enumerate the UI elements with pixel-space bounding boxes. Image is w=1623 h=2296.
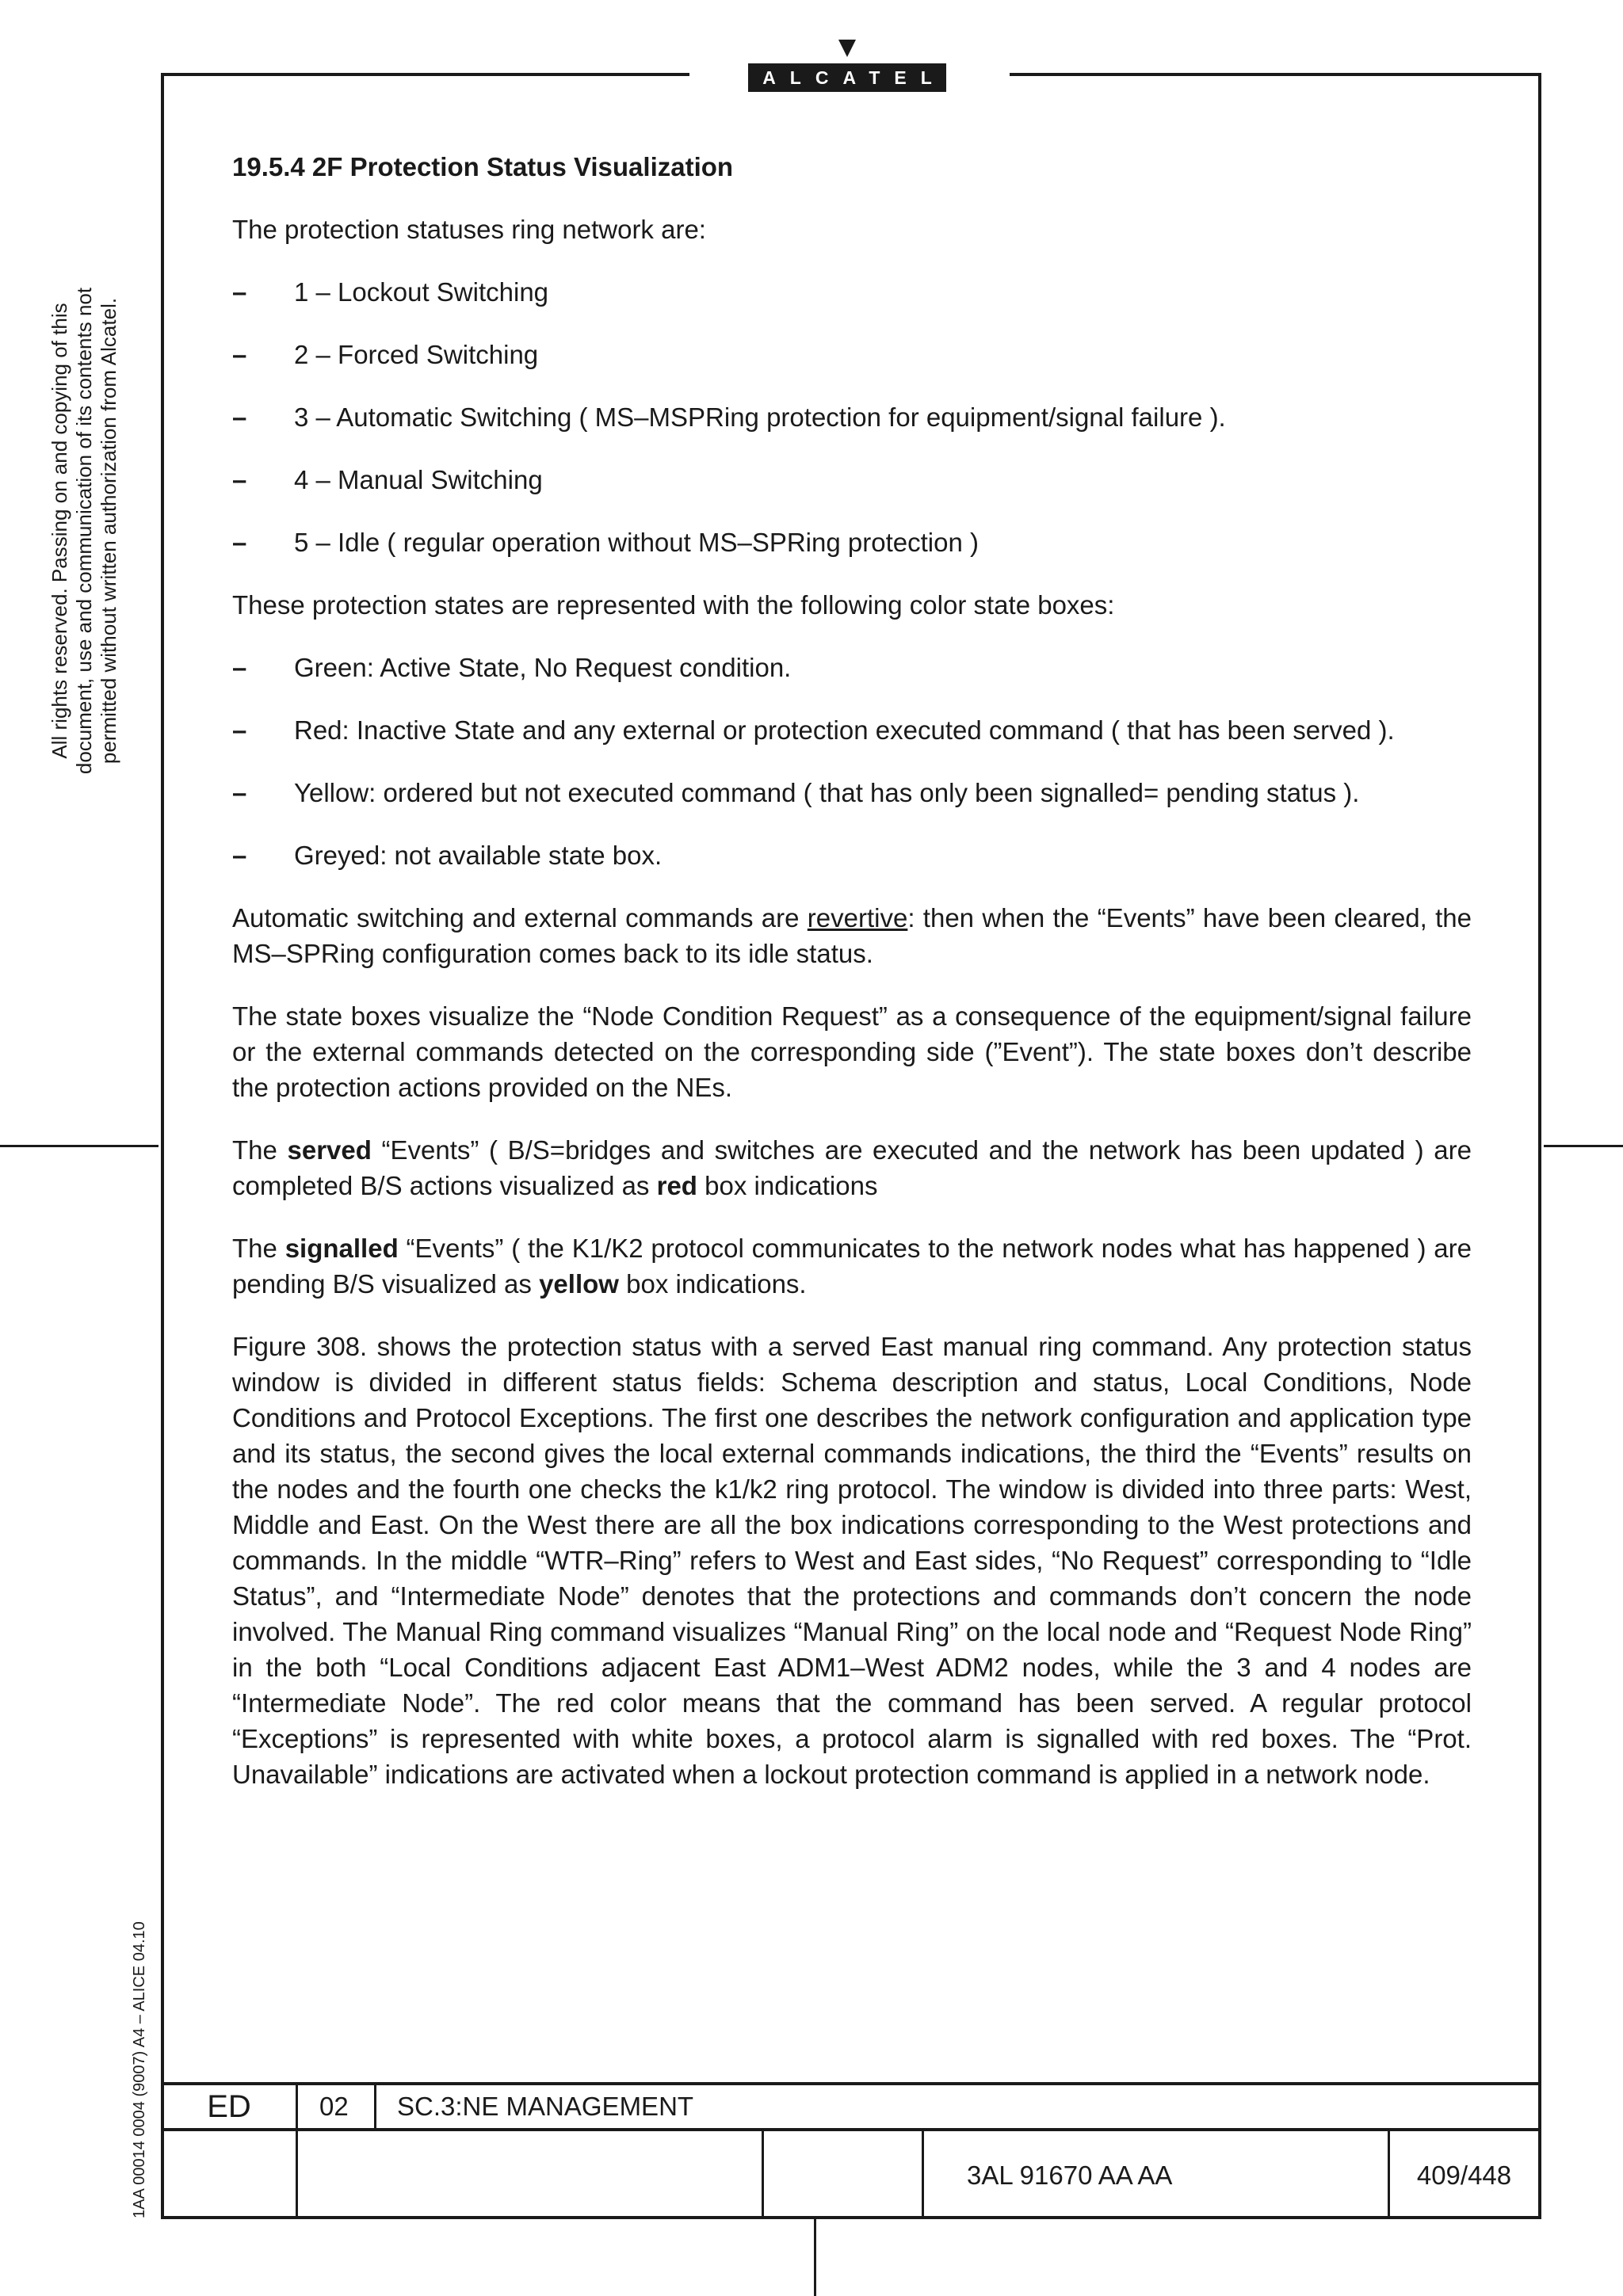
right-tick-mark: [1544, 1145, 1623, 1147]
revertive-paragraph: Automatic switching and external commands are revertive: then when the “Events” have been cleared, the MS–SPRing configuration comes back to its idle status.: [232, 903, 1472, 968]
copyright-note: All rights reserved. Passing on and copying of this document, use and communication of its contents not permitted without written authorization from Alcatel.: [48, 287, 120, 775]
footer-page-number: 409/448: [1416, 2161, 1512, 2190]
list-item: – 3 – Automatic Switching ( MS–MSPRing protection for equipment/signal failure ).: [232, 399, 1472, 435]
footer-divider: [922, 2131, 924, 2219]
intro-paragraph: The protection statuses ring network are:: [232, 215, 706, 244]
dash-bullet: –: [232, 277, 247, 307]
list-item: – Greyed: not available state box.: [232, 837, 1472, 873]
list-item: – 4 – Manual Switching: [232, 462, 1472, 498]
logo-text: ALCATEL: [748, 63, 946, 92]
form-code: 1AA 00014 0004 (9007) A4 – ALICE 04.10: [131, 1921, 148, 2218]
footer-ed-value: 02: [319, 2092, 349, 2121]
dash-bullet: –: [232, 402, 247, 432]
alcatel-logo: [748, 40, 946, 97]
color-list: [232, 650, 1472, 873]
dash-bullet: –: [232, 778, 247, 807]
logo-triangle-icon: [838, 40, 856, 57]
dash-bullet: –: [232, 841, 247, 870]
colors-intro-paragraph: These protection states are represented with the following color state boxes:: [232, 590, 1115, 620]
list-item: – Red: Inactive State and any external or protection executed command ( that has been served ).: [232, 712, 1472, 748]
footer-title: SC.3:NE MANAGEMENT: [397, 2092, 694, 2121]
footer-row-top: [161, 2085, 1541, 2131]
dash-bullet: –: [232, 653, 247, 682]
section-title: 19.5.4 2F Protection Status Visualization: [232, 152, 734, 181]
state-boxes-paragraph: The state boxes visualize the “Node Condition Request” as a consequence of the equipment/signal failure or the external commands detected on the corresponding side (”Event”). The state boxes don’t describe the protection actions provided on the NEs.: [232, 1001, 1472, 1102]
footer-doc-code: 3AL 91670 AA AA: [967, 2161, 1173, 2190]
served-paragraph: The served “Events” ( B/S=bridges and switches are executed and the network has been updated ) are completed B/S actions visualized as red box indications: [232, 1135, 1472, 1200]
bottom-tick-mark: [814, 2219, 816, 2296]
list-item: – Green: Active State, No Request condition.: [232, 650, 1472, 685]
signalled-paragraph: The signalled “Events” ( the K1/K2 protocol communicates to the network nodes what has happened ) are pending B/S visualized as yellow box indications.: [232, 1234, 1472, 1299]
list-item: – Yellow: ordered but not executed command ( that has only been signalled= pending status ).: [232, 775, 1472, 810]
footer-divider: [762, 2131, 764, 2219]
dash-bullet: –: [232, 715, 247, 745]
main-content: [232, 149, 1472, 1819]
footer-divider: [374, 2085, 376, 2131]
list-item: – 5 – Idle ( regular operation without MS–SPRing protection ): [232, 524, 1472, 560]
list-item: – 1 – Lockout Switching: [232, 274, 1472, 310]
figure-paragraph: Figure 308. shows the protection status with a served East manual ring command. Any protection status window is divided in different status fields: Schema description and status, Local Conditions, Node Conditions and Protocol Exceptions. The first one describes the network configuration and application type and its status, the second gives the local external commands indications, the third the “Events” results on the nodes and the fourth one checks the k1/k2 ring protocol. The window is divided into three parts: West, Middle and East. On the West there are all the box indications corresponding to the West protections and commands. In the middle “WTR–Ring” refers to West and East sides, “No Request” corresponding to “Idle Status”, and “Intermediate Node” denotes that the protections and commands don’t concern the node involved. The Manual Ring command visualizes “Manual Ring” on the local node and “Request Node Ring” in the both “Local Conditions adjacent East ADM1–West ADM2 nodes, while the 3 and 4 nodes are “Intermediate Node”. The red color means that the command has been served. A regular protocol “Exceptions” is represented with white boxes, a protocol alarm is signalled with red boxes. The “Prot. Unavailable” indications are activated when a lockout protection command is applied in a network node.: [232, 1332, 1472, 1789]
status-list: [232, 274, 1472, 560]
dash-bullet: –: [232, 465, 247, 494]
dash-bullet: –: [232, 528, 247, 557]
footer-ed-label: ED: [207, 2089, 251, 2124]
list-item: – 2 – Forced Switching: [232, 337, 1472, 372]
footer-title-block: [161, 2082, 1541, 2219]
dash-bullet: –: [232, 340, 247, 369]
footer-divider: [296, 2085, 298, 2219]
left-tick-mark: [0, 1145, 158, 1147]
